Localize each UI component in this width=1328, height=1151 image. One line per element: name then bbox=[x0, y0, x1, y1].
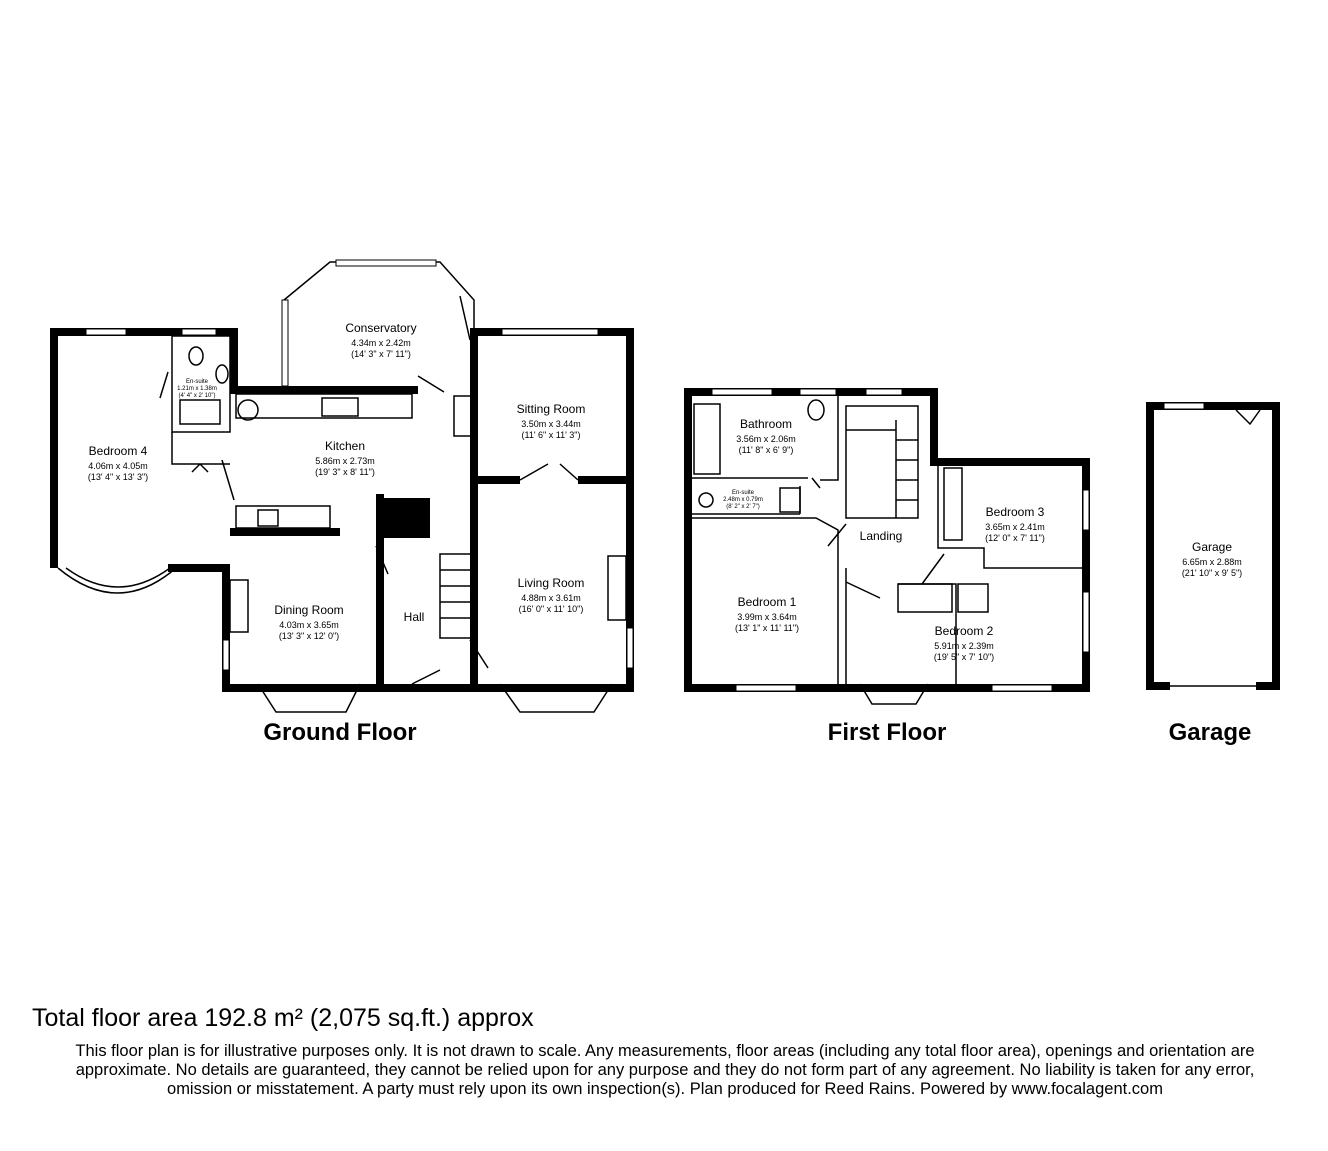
label-dining-room-size: 4.03m x 3.65m bbox=[279, 620, 339, 630]
label-bedroom3-size: 3.65m x 2.41m bbox=[985, 522, 1045, 532]
garage-title: Garage bbox=[1168, 719, 1252, 746]
label-dining-room-imperial: (13' 3" x 12' 0") bbox=[278, 631, 340, 641]
label-conservatory-name: Conservatory bbox=[345, 321, 417, 335]
label-bedroom2-size: 5.91m x 2.39m bbox=[934, 641, 994, 651]
ground-floor-plan bbox=[50, 260, 634, 712]
floor-titles bbox=[263, 719, 1251, 746]
label-living-room-imperial: (16' 0" x 11' 10") bbox=[518, 604, 584, 614]
label-bedroom1-size: 3.99m x 3.64m bbox=[737, 612, 797, 622]
label-conservatory-size: 4.34m x 2.42m bbox=[351, 338, 411, 348]
label-bathroom-name: Bathroom bbox=[739, 417, 793, 431]
label-ensuite-first-name: En-suite bbox=[731, 490, 755, 496]
label-ensuite-ground-size: 1.21m x 1.38m bbox=[177, 386, 217, 392]
label-bedroom1-imperial: (13' 1" x 11' 11") bbox=[734, 623, 800, 633]
label-dining-room-name: Dining Room bbox=[274, 603, 344, 617]
label-bedroom2-imperial: (19' 5" x 7' 10") bbox=[933, 652, 995, 662]
disclaimer-text: This floor plan is for illustrative purposes only. It is not drawn to scale. Any measurements, floor areas (including any total floor area), openings and orientation are approximate. No details are guaranteed, they cannot be relied upon for any purpose and they do not form part of any agreement. No liability is taken for any error, omission or misstatement. A party must rely upon its own inspection(s). Plan produced for Reed Rains. Powered by www.focalagent.com bbox=[75, 1042, 1255, 1098]
label-bedroom4-imperial: (13' 4" x 13' 3") bbox=[87, 472, 149, 482]
label-garage-size: 6.65m x 2.88m bbox=[1182, 557, 1242, 567]
label-bedroom2-name: Bedroom 2 bbox=[934, 624, 994, 638]
label-garage-imperial: (21' 10" x 9' 5") bbox=[1181, 568, 1243, 578]
label-bedroom3-imperial: (12' 0" x 7' 11") bbox=[985, 533, 1045, 543]
label-bedroom4-size: 4.06m x 4.05m bbox=[88, 461, 148, 471]
label-hall-name: Hall bbox=[403, 610, 425, 624]
label-sitting-room-imperial: (11' 6" x 11' 3") bbox=[521, 430, 581, 440]
label-kitchen-imperial: (19' 3" x 8' 11") bbox=[315, 467, 375, 477]
label-bathroom-imperial: (11' 8" x 6' 9") bbox=[738, 445, 794, 455]
total-floor-area: Total floor area 192.8 m² (2,075 sq.ft.) approx bbox=[32, 1004, 534, 1032]
label-landing-name: Landing bbox=[859, 529, 903, 543]
label-sitting-room-size: 3.50m x 3.44m bbox=[521, 419, 581, 429]
label-ensuite-first-imperial: (8' 2" x 2' 7") bbox=[726, 504, 760, 510]
label-living-room-size: 4.88m x 3.61m bbox=[521, 593, 581, 603]
label-bedroom4-name: Bedroom 4 bbox=[88, 444, 148, 458]
label-living-room-name: Living Room bbox=[517, 576, 585, 590]
label-conservatory-imperial: (14' 3" x 7' 11") bbox=[351, 349, 411, 359]
label-garage-name: Garage bbox=[1191, 540, 1233, 554]
label-bedroom1-name: Bedroom 1 bbox=[737, 595, 797, 609]
label-bathroom-size: 3.56m x 2.06m bbox=[736, 434, 796, 444]
label-ensuite-ground-imperial: (4' 4" x 2' 10") bbox=[178, 393, 216, 399]
label-bedroom3-name: Bedroom 3 bbox=[985, 505, 1045, 519]
label-sitting-room-name: Sitting Room bbox=[516, 402, 586, 416]
first-floor-title: First Floor bbox=[827, 719, 947, 746]
room-labels bbox=[88, 321, 1242, 662]
ground-floor-title: Ground Floor bbox=[263, 719, 417, 746]
label-ensuite-first-size: 2.48m x 0.79m bbox=[723, 497, 763, 503]
label-kitchen-name: Kitchen bbox=[324, 439, 366, 453]
label-kitchen-size: 5.86m x 2.73m bbox=[315, 456, 375, 466]
label-ensuite-ground-name: En-suite bbox=[185, 379, 209, 385]
